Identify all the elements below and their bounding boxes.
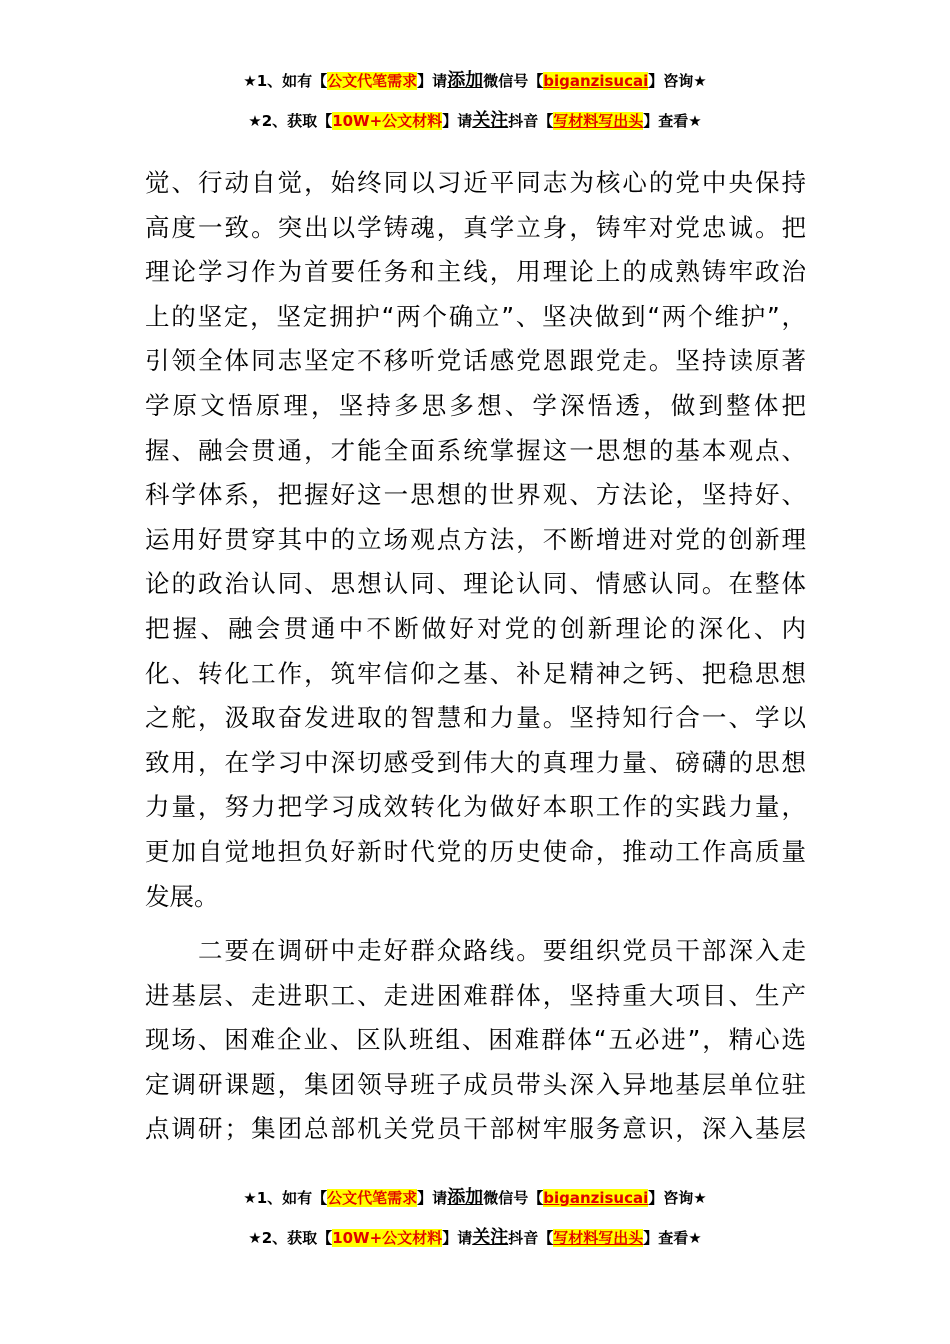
paragraph-gap [145,919,806,929]
text-line: 握、融会贯通，才能全面系统掌握这一思想的基本观点、 [145,435,806,465]
text-line: 论的政治认同、思想认同、理论认同、情感认同。在整体 [145,569,806,599]
douyin-id: 写材料写出头 [553,112,644,130]
paragraph [145,929,806,1152]
text-line: 理论学习作为首要任务和主线，用理论上的成熟铸牢政治 [145,257,806,287]
highlight-service: 公文代笔需求 [327,72,418,90]
text-line: 学原文悟原理，坚持多思多想、学深悟透，做到整体把 [145,390,806,420]
text-line: 力量，努力把学习成效转化为做好本职工作的实践力量， [145,792,806,822]
text-line: 把握、融会贯通中不断做好对党的创新理论的深化、内 [145,613,806,643]
document-body [145,161,806,1152]
text-line: 点调研；集团总部机关党员干部树牢服务意识，深入基层 [145,1114,806,1144]
text-line: 致用，在学习中深切感受到伟大的真理力量、磅礴的思想 [145,747,806,777]
footer-line-1: ★1、如有【公文代笔需求】请添加微信号【biganzisucai】咨询★ [243,1187,707,1208]
text-line: 之舵，汲取奋发进取的智慧和力量。坚持知行合一、学以 [145,703,806,733]
text-line: 发展。 [145,881,219,911]
paragraph [145,161,806,919]
wechat-id: biganzisucai [543,72,649,90]
text-line: 高度一致。突出以学铸魂，真学立身，铸牢对党忠诚。把 [145,212,806,242]
text-line: 运用好贯穿其中的立场观点方法，不断增进对党的创新理 [145,524,806,554]
highlight-materials: 10W+公文材料 [332,112,443,130]
banner-line-1: ★1、如有【公文代笔需求】请添加微信号【biganzisucai】咨询★ [243,70,707,91]
text-line: 现场、困难企业、区队班组、困难群体“五必进”，精心选 [145,1025,806,1055]
text-line: 化、转化工作，筑牢信仰之基、补足精神之钙、把稳思想 [145,658,806,688]
banner-line-2: ★2、获取【10W+公文材料】请关注抖音【写材料写出头】查看★ [248,110,702,131]
text-line: 二要在调研中走好群众路线。要组织党员干部深入走 [145,936,806,966]
text-line: 觉、行动自觉，始终同以习近平同志为核心的党中央保持 [145,168,806,197]
text-line: 进基层、走进职工、走进困难群体，坚持重大项目、生产 [145,980,806,1010]
text-line: 定调研课题，集团领导班子成员带头深入异地基层单位驻 [145,1069,806,1099]
footer-line-2: ★2、获取【10W+公文材料】请关注抖音【写材料写出头】查看★ [248,1227,702,1248]
text-line: 科学体系，把握好这一思想的世界观、方法论，坚持好、 [145,480,806,510]
text-line: 引领全体同志坚定不移听党话感党恩跟党走。坚持读原著 [145,346,806,376]
text-line: 更加自觉地担负好新时代党的历史使命，推动工作高质量 [145,836,806,866]
text-line: 上的坚定，坚定拥护“两个确立”、坚决做到“两个维护”， [145,301,806,331]
